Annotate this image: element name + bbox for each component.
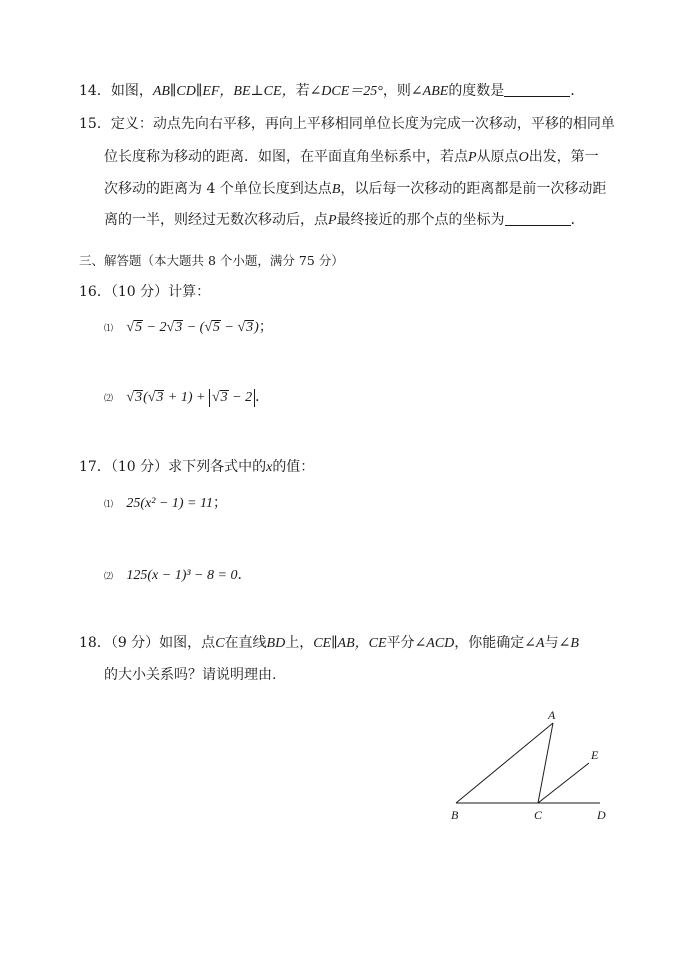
q14-text: 若 — [295, 83, 310, 99]
q15-text: 最终接近的那个点的坐标为 — [336, 212, 505, 228]
ray-ce — [538, 763, 589, 803]
q18-text: （9 分）如图，点 — [110, 635, 216, 651]
part-label: ⑴ — [104, 500, 114, 510]
q16-expression-2: √3(√3 + 1) + √3 − 2 — [126, 390, 255, 405]
q15-math: O — [518, 150, 529, 165]
part-label: ⑵ — [104, 394, 114, 404]
q15-text: 离的一半，则经过无数次移动后，点 — [104, 212, 328, 228]
label-c: C — [534, 808, 543, 822]
q15-text: 次移动的距离为 4 个单位长度到达点 — [104, 181, 332, 197]
q14-text: 的度数是 — [448, 83, 505, 99]
q15-text: ，以后每一次移动的距离都是前一次移动距 — [340, 181, 607, 197]
section-heading: 三、解答题（本大题共 8 个小题，满分 75 分） — [79, 253, 344, 268]
q15-math: P — [468, 150, 477, 165]
q17-head: 的值： — [272, 459, 315, 475]
q18-math: CE∥AB，CE — [313, 636, 387, 651]
q18-text: ，你能确定 — [454, 635, 525, 651]
question-number: 14． — [79, 83, 111, 99]
question-number: 18． — [79, 635, 111, 651]
q14-text: 如图， — [110, 83, 153, 99]
q16-head: （10 分）计算： — [110, 284, 211, 300]
q18-math: ∠ACD — [414, 636, 455, 651]
q18-text: 在直线 — [224, 635, 267, 651]
q17-head: （10 分）求下列各式中的 — [110, 459, 267, 475]
question-number: 17． — [79, 459, 111, 475]
q16-expression-1: √5 − 2√3 − (√5 − √3) — [126, 320, 259, 335]
question-number: 16． — [79, 284, 111, 300]
label-e: E — [591, 748, 599, 762]
q15-math: P — [328, 213, 337, 228]
q18-text: 平分 — [386, 635, 415, 651]
label-d: D — [597, 808, 606, 822]
q15-end: ． — [570, 212, 585, 228]
segment-ac — [538, 723, 553, 803]
segment-ab — [456, 723, 553, 803]
q18-text: 上， — [285, 635, 314, 651]
q15-text: 出发，第一 — [528, 149, 599, 165]
q15-text: 定义：动点先向右平移，再向上平移相同单位长度为完成一次移动，平移的相同单 — [110, 116, 615, 132]
q18-math: C — [215, 636, 225, 651]
q16-end: ； — [258, 319, 273, 335]
q15-math: B — [331, 182, 341, 197]
part-label: ⑴ — [104, 324, 114, 334]
question-number: 15． — [79, 116, 111, 132]
q17-end: ． — [237, 567, 252, 583]
q18-math: ∠A — [524, 636, 545, 651]
q18-math: BD — [266, 636, 286, 651]
q17-end: ； — [212, 495, 227, 511]
q14-math: ∠DCE＝25° — [309, 84, 383, 99]
q15-text: 位长度称为移动的距离．如图，在平面直角坐标系中，若点 — [104, 149, 468, 165]
q17-expression-2: 125(x − 1)³ − 8 = 0 — [126, 568, 238, 583]
part-label: ⑵ — [104, 572, 114, 582]
q14-math: ∠ABE — [410, 84, 449, 99]
q14-end: ． — [570, 83, 585, 99]
q18-text: 的大小关系吗？请说明理由. — [104, 667, 277, 683]
q14-text: ，则 — [382, 83, 411, 99]
label-b: B — [451, 808, 459, 822]
q17-expression-1: 25(x² − 1) = 11 — [126, 496, 213, 511]
q14-math: AB∥CD∥EF，BE⊥CE， — [152, 84, 296, 99]
label-a: A — [548, 708, 556, 722]
q17-var: x — [266, 460, 273, 475]
q18-text: 与 — [544, 635, 559, 651]
q16-end: ． — [255, 389, 270, 405]
q15-text: 从原点 — [476, 149, 519, 165]
q18-math: ∠B — [558, 636, 579, 651]
